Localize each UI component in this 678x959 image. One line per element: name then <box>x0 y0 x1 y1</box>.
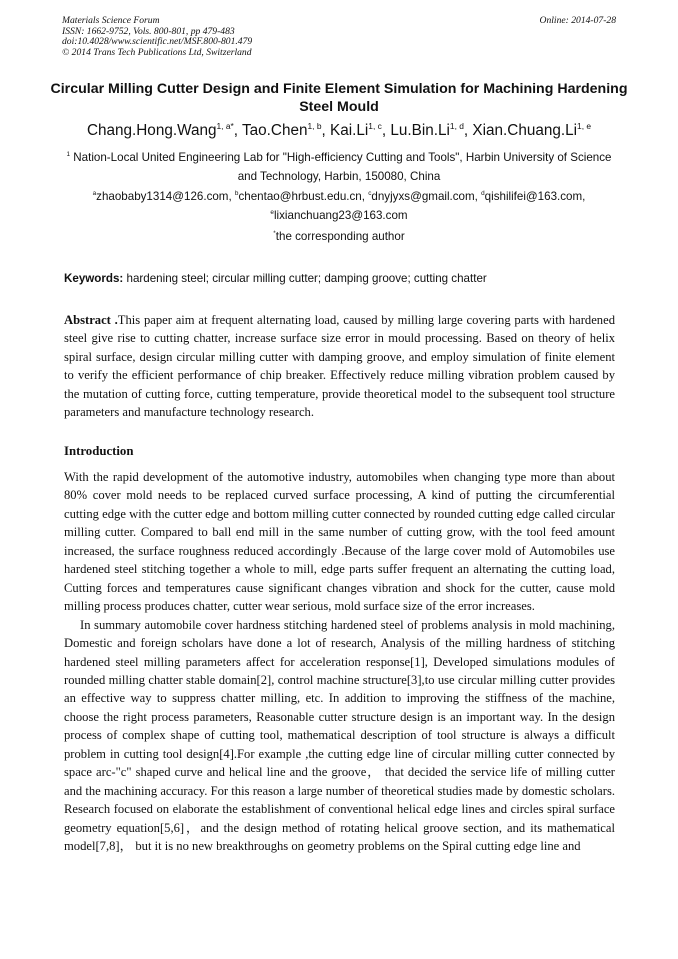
keywords <box>64 271 618 286</box>
section-heading-introduction: Introduction <box>64 444 134 458</box>
email-mark: e <box>270 209 274 217</box>
author-affil-mark: 1, d <box>449 120 464 131</box>
author-name: Chang.Hong.Wang <box>86 122 217 139</box>
email-mark: d <box>481 190 485 198</box>
author-list: Chang.Hong.Wang$^{1, a*}$, Tao.Chen$^{1, b}$, Kai.Li$^{1, c}$, Lu.Bin.Li$^{1, d}$, Xian.Chuang.Li$^{1, e}$ <box>86 120 592 139</box>
email-mark: a <box>92 190 97 198</box>
corresponding-text: the corresponding author <box>275 230 405 243</box>
email-mark: b <box>234 190 239 198</box>
author-name: Kai.Li <box>330 122 369 139</box>
abstract <box>64 311 615 422</box>
email-address: lixianchuang23@163.com <box>273 209 408 222</box>
author-name: Tao.Chen <box>242 122 308 139</box>
author-affil-mark: 1, b <box>307 120 322 131</box>
affiliation-mark: 1 <box>66 151 71 159</box>
journal-info <box>62 16 482 58</box>
author-affil-mark: 1, c <box>368 120 382 131</box>
email-address: dnyjyxs@gmail.com, <box>371 190 478 203</box>
author-affil-mark: 1, e <box>577 120 592 131</box>
body-paragraph: With the rapid development of the automotive industry, automobiles when changing type more than about 80% cover mold needs to be replaced curved surface processing, A kind of putting the circumferential cutting edge with the cutter edge and bottom milling cutter connected by rounded cutting edge called circular milling cutter. Compared to ball end mill in the same number of cutting grow, with the tool feed amount increased, the surface roughness reduced accordingly .Because of the large cover mold of Automobiles use hardened steel stitching together a whole to mill, edge parts suffer frequent an alternating the cutting load, Cutting forces and temperatures cause significant changes vibration and shock for the cutter, cause mold milling process produces chatter, cutter wear serious, mold surface size of the error increases. <box>64 470 615 614</box>
paper-title: Circular Milling Cutter Design and Finite Element Simulation for Machining Hardening Steel Mould <box>50 81 628 115</box>
corresponding-mark: * <box>273 230 276 238</box>
email-mark: c <box>368 190 372 198</box>
author-name: Lu.Bin.Li <box>390 122 450 139</box>
abstract-text: This paper aim at frequent alternating load, caused by milling large covering parts with hardened steel give rise to cutting chatter, increase surface size error in mould processing. Based on theory of helix spiral surface, design circular milling cutter with damping groove, and employ simulation of finite element to verify the efficient performance of chip breaker. Effectively reduce milling vibration problem caused by the mutation of cutting force, cutting temperature, provide theoretical model to the subsequent tool structure parameters and manufacture technology research. <box>64 313 615 420</box>
body-paragraph: In summary automobile cover hardness stitching hardened steel of problems analysis in mold machining, Domestic and foreign scholars have done a lot of research, Analysis of the milling hardness of stitching hardened steel milling parameters affect for acceleration response[1], Developed simulations modules of rounded milling chatter stable domain[2], control machine structure[3],to use circular milling cutter provides an effective way to suppress chatter milling, etc. In addition to improving the stiffness of the machine, choose the right process parameters, Reasonable cutter structure design is an important way. In the design process of complex shape of cutting tool, mathematical description of tool structure is always a difficult problem in cutting tool design[4].For example ,the cutting edge line of circular milling cutter connected by space arc-"c" shaped curve and helical line and the groove， that decided the service life of milling cutter and the machining accuracy. For this reason a large number of theoretical studies made by domestic scholars. Research focused on elaborate the establishment of conventional helical edge lines and circles spiral surface geometry equation[5,6]，and the design method of rotating helical groove section, and its mathematical model[7,8]， but it is no new breakthroughs on geometry problems on the Spiral cutting edge line and <box>64 617 615 854</box>
affiliation <box>62 148 616 186</box>
keywords-label: Keywords: <box>64 272 124 285</box>
author-affil-mark: 1, a* <box>216 120 234 131</box>
journal-name: Materials Science Forum <box>62 15 160 26</box>
affiliation-text: Nation-Local United Engineering Lab for "High-efficiency Cutting and Tools", Harbin University of Science and Technology, Harbin, 150080, China <box>73 151 612 183</box>
email-list <box>30 187 648 225</box>
corresponding-author-note <box>62 229 616 244</box>
keywords-text: hardening steel; circular milling cutter; damping groove; cutting chatter <box>126 272 487 285</box>
abstract-label: Abstract . <box>64 313 118 327</box>
issn-line: ISSN: 1662-9752, Vols. 800-801, pp 479-483 <box>62 25 235 37</box>
email-address: zhaobaby1314@126.com, <box>96 190 232 203</box>
author-name: Xian.Chuang.Li <box>472 122 578 139</box>
doi-line: doi:10.4028/www.scientific.net/MSF.800-801.479 <box>62 36 253 48</box>
introduction-body <box>64 468 615 856</box>
email-address: chentao@hrbust.edu.cn, <box>238 190 365 203</box>
email-address: qishilifei@163.com, <box>484 190 586 203</box>
copyright-line: © 2014 Trans Tech Publications Ltd, Switzerland <box>62 46 252 58</box>
online-date: Online: 2014-07-28 <box>539 15 616 26</box>
